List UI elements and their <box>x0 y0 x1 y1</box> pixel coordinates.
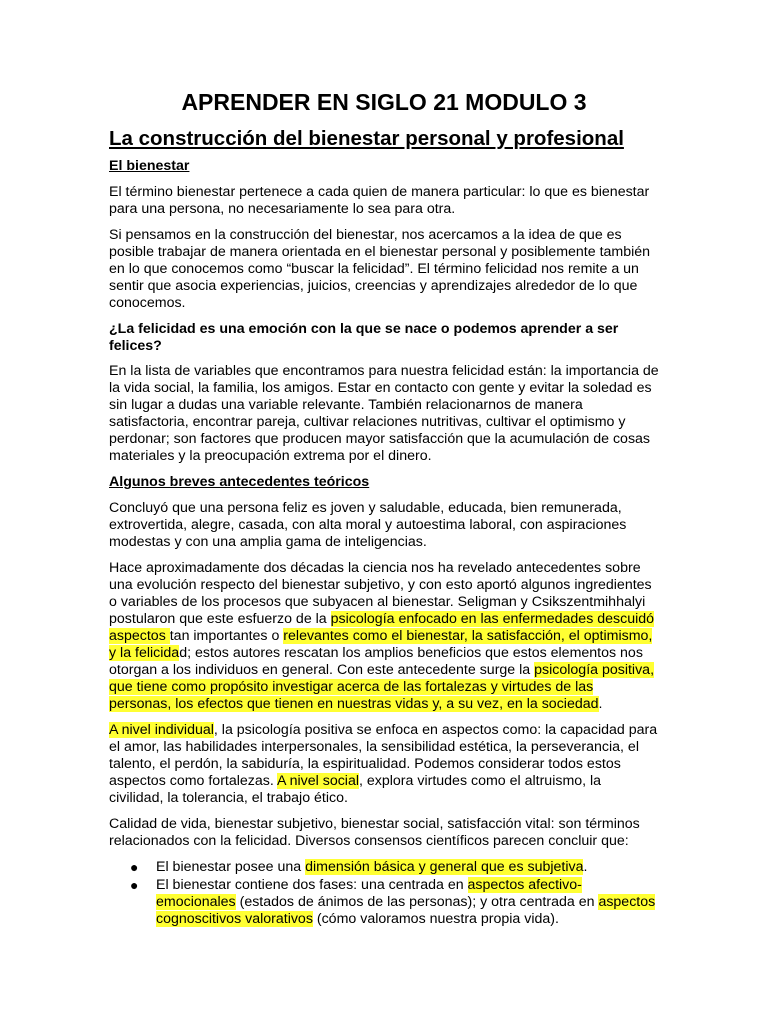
highlighted-text: dimensión básica y general que es subjetiva <box>305 859 584 875</box>
text-run: El bienestar contiene dos fases: una centrada en <box>156 877 468 893</box>
text-run: , la psicología positiva se enfoca en aspectos como: la capacidad para el amor, las habilidades interpersonales, la sensibilidad estética, la perseverancia, el talento, el perdón, la sabiduría, la espiritualidad. Podemos considerar todos estos aspectos como fortalezas. <box>109 722 658 789</box>
paragraph: Concluyó que una persona feliz es joven y saludable, educada, bien remunerada, extrovertida, alegre, casada, con alta moral y autoestima laboral, con aspiraciones modestas y con una amplia gama de inteligencias. <box>109 500 627 550</box>
paragraph: En la lista de variables que encontramos para nuestra felicidad están: la importancia de la vida social, la familia, los amigos. Estar en contacto con gente y evitar la soledad es sin lugar a dudas una variable relevante. También relacionarnos de manera satisfactoria, encontrar pareja, cultivar relaciones nutritivas, cultivar el optimismo y perdonar; son factores que producen mayor satisfacción que la acumulación de cosas materiales y la preocupación extrema por el dinero. <box>109 363 659 464</box>
paragraph <box>109 722 659 807</box>
text-run: (estados de ánimos de las personas); y otra centrada en <box>235 894 599 910</box>
highlighted-text: psicología enfocado en las enfermedades descuidó aspectos <box>109 611 655 644</box>
document-subtitle: La construcción del bienestar personal y profesional <box>109 127 624 150</box>
text-run: , explora virtudes como el altruismo, la civilidad, la tolerancia, el trabajo ético. <box>109 773 602 806</box>
paragraph: El término bienestar pertenece a cada quien de manera particular: lo que es bienestar para una persona, no necesariamente lo sea para otra. <box>109 184 650 217</box>
text-run: d; estos autores rescatan los amplios beneficios que estos elementos nos otorgan a los individuos en general. Con este antecedente surge la <box>109 645 643 678</box>
highlighted-text: aspectos cognoscitivos valorativos <box>156 894 656 927</box>
bullet-list <box>109 859 659 928</box>
text-run: . <box>598 696 603 712</box>
list-item <box>109 859 659 876</box>
section-heading-bienestar: El bienestar <box>109 158 190 174</box>
paragraph <box>109 560 659 713</box>
text-run: El bienestar posee una <box>156 859 306 875</box>
document-body <box>109 158 659 929</box>
text-run: . <box>583 859 588 875</box>
document-title: APRENDER EN SIGLO 21 MODULO 3 <box>181 89 587 115</box>
bullet-dot-icon: ● <box>130 877 139 893</box>
highlighted-text: aspectos afectivo-emocionales <box>156 877 582 910</box>
highlighted-text: relevantes como el bienestar, la satisfacción, el optimismo, y la felicida <box>109 628 653 661</box>
highlighted-text: A nivel individual <box>109 722 214 738</box>
text-run: (cómo valoramos nuestra propia vida). <box>312 911 559 927</box>
text-run: Hace aproximadamente dos décadas la ciencia nos ha revelado antecedentes sobre una evolución respecto del bienestar subjetivo, y con esto aportó algunos ingredientes o variables de los procesos que subyacen al bienestar. Seligman y Csikszentmihhalyi postularon que este esfuerzo de la <box>109 560 652 627</box>
text-run: tan importantes o <box>169 628 284 644</box>
paragraph: Si pensamos en la construcción del bienestar, nos acercamos a la idea de que es posible trabajar de manera orientada en el bienestar personal y posiblemente también en lo que conocemos como “buscar la felicidad”. El término felicidad nos remite a un sentir que asocia experiencias, juicios, creencias y aprendizajes alrededor de lo que conocemos. <box>109 227 651 311</box>
question-heading: ¿La felicidad es una emoción con la que se nace o podemos aprender a ser felices? <box>109 321 619 354</box>
bullet-dot-icon: ● <box>130 859 139 875</box>
paragraph: Calidad de vida, bienestar subjetivo, bienestar social, satisfacción vital: son términos relacionados con la felicidad. Diversos consensos científicos parecen concluir que: <box>109 816 640 849</box>
list-item <box>109 877 659 928</box>
section-heading-antecedentes: Algunos breves antecedentes teóricos <box>109 474 370 490</box>
highlighted-text: psicología positiva, que tiene como propósito investigar acerca de las fortalezas y virtudes de las personas, los efectos que tienen en nuestras vidas y, a su vez, en la sociedad <box>109 662 655 712</box>
highlighted-text: A nivel social <box>276 773 359 789</box>
